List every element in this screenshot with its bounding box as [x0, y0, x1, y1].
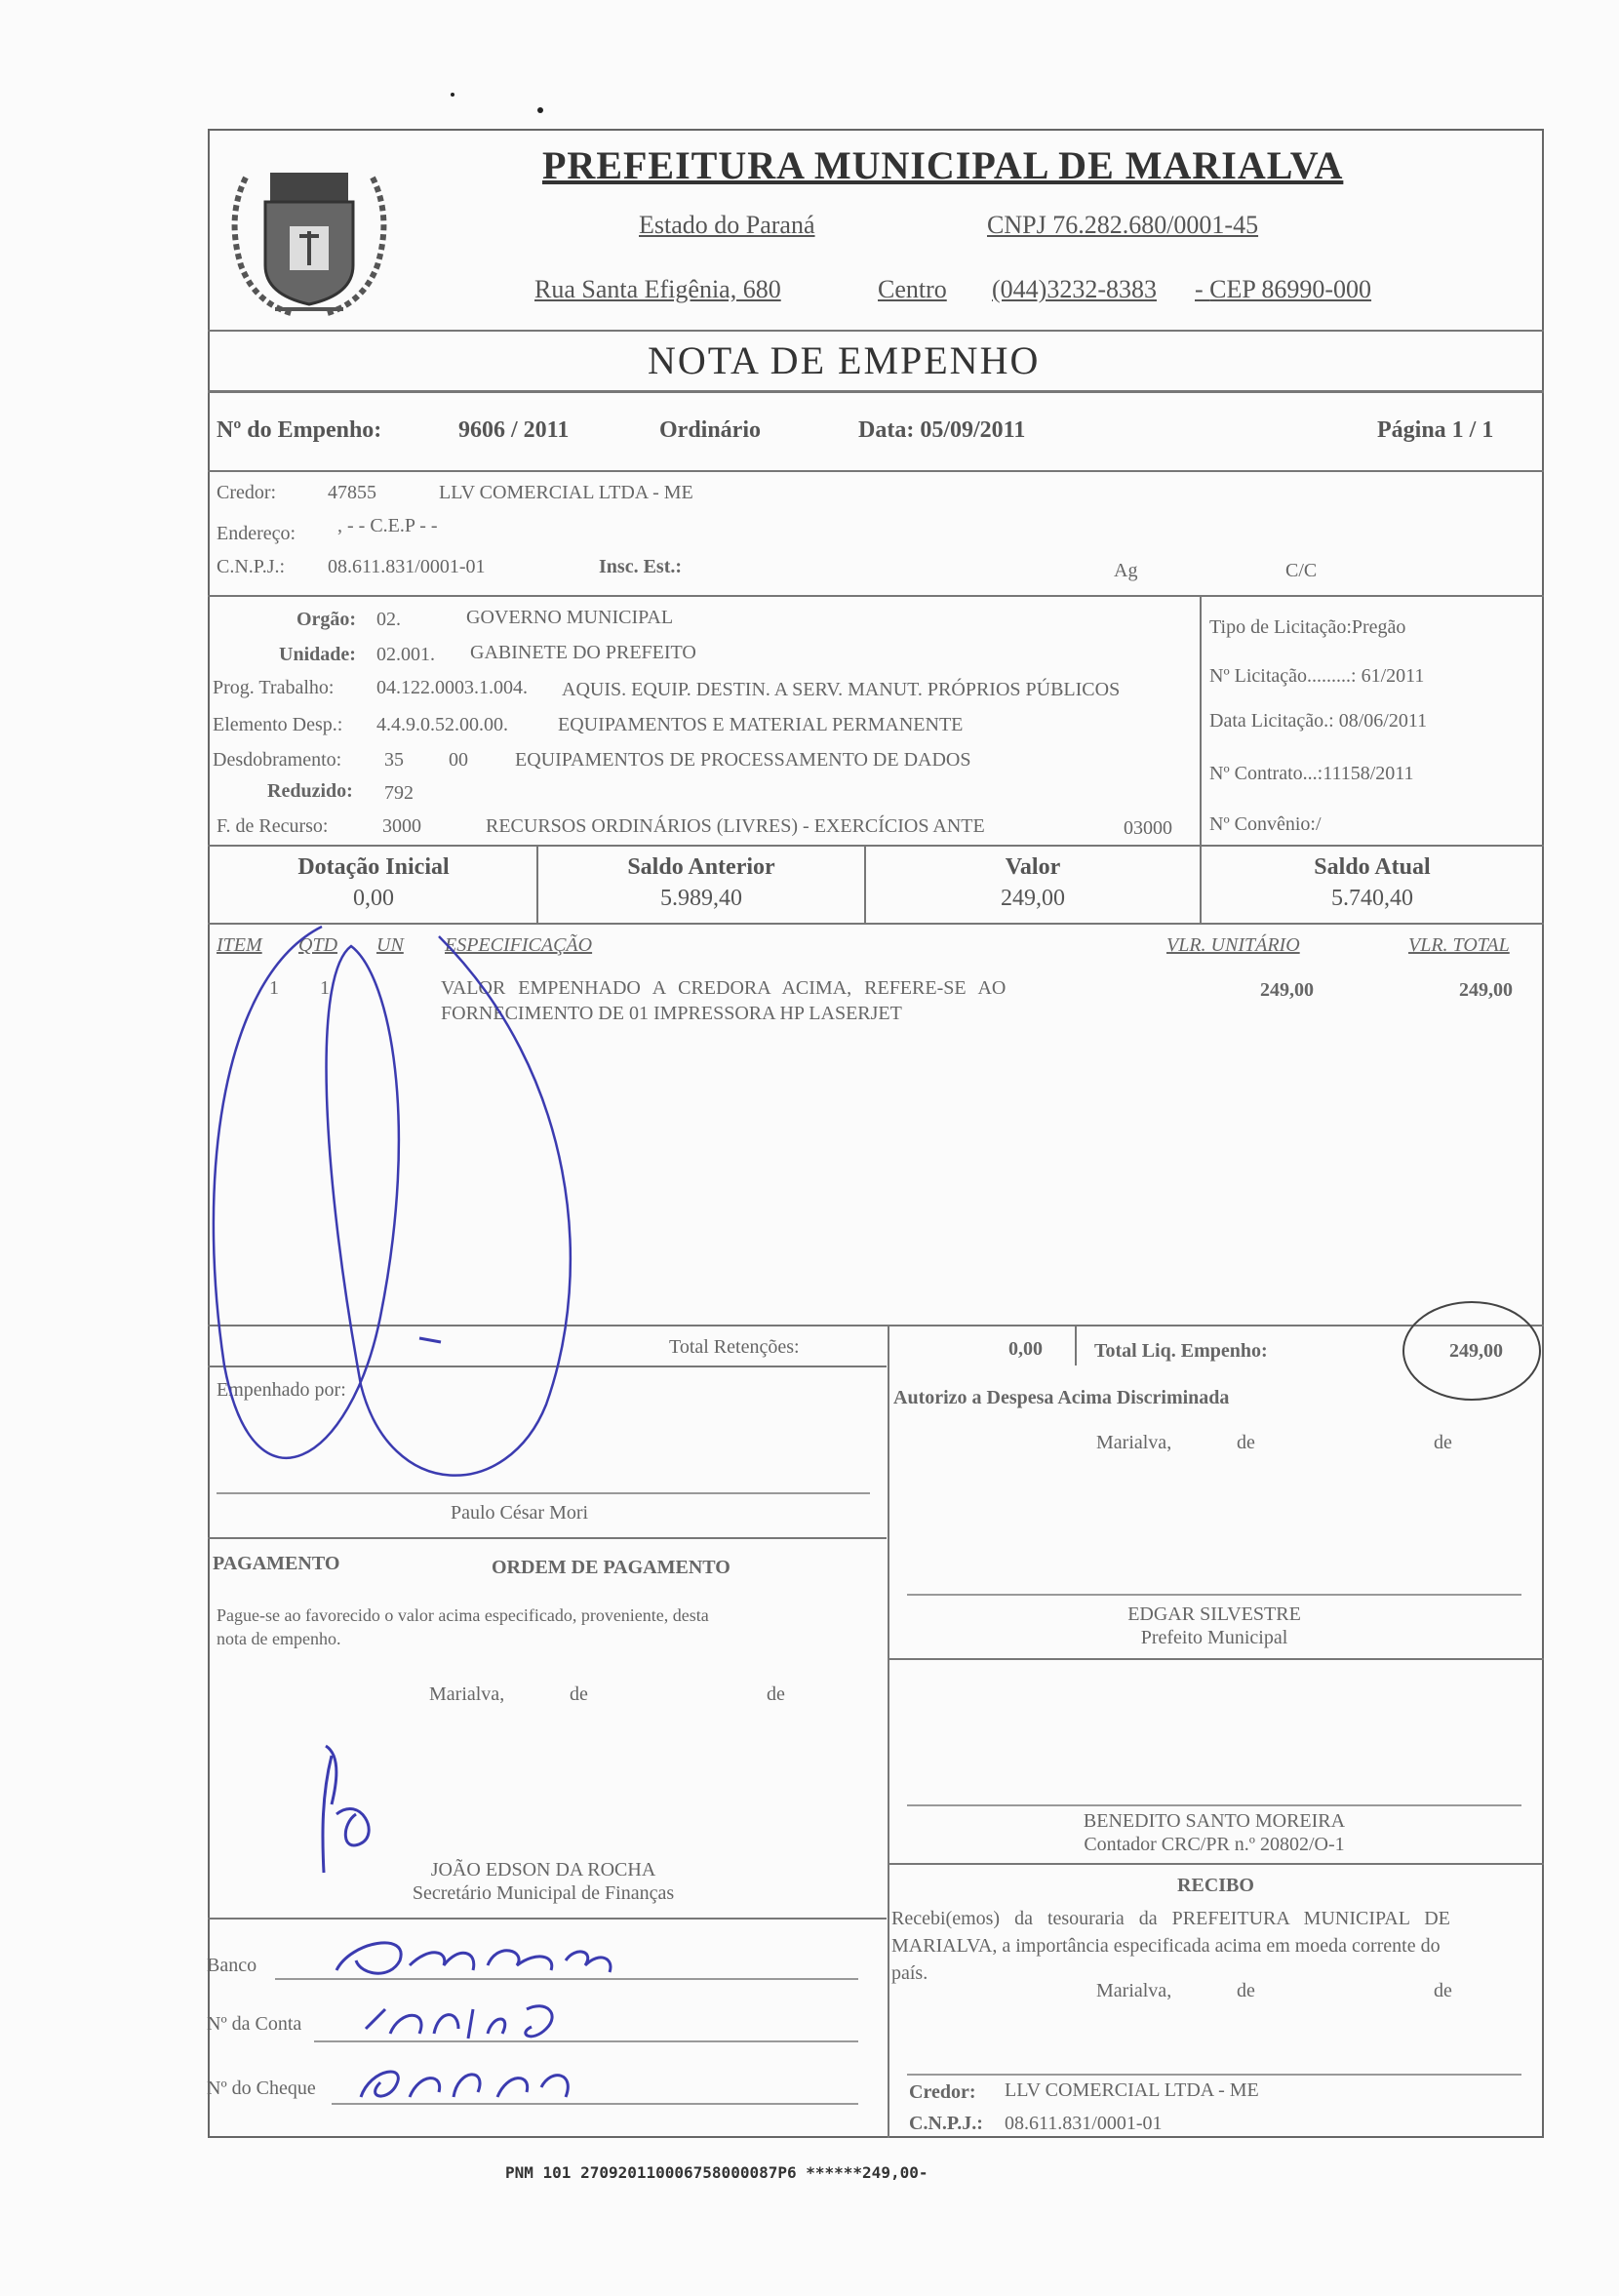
elemento-name: EQUIPAMENTOS E MATERIAL PERMANENTE	[558, 714, 964, 735]
prog-trabalho-name: AQUIS. EQUIP. DESTIN. A SERV. MANUT. PRÓPRIOS PÚBLICOS	[562, 679, 1121, 700]
prog-trabalho-value: 04.122.0003.1.004.	[376, 677, 528, 698]
total-liquido-value: 249,00	[1449, 1340, 1503, 1362]
address-street: Rua Santa Efigênia, 680	[534, 275, 781, 303]
pagamento-text-line2: nota de empenho.	[217, 1629, 341, 1648]
pagamento-city: Marialva,	[429, 1683, 505, 1705]
unidade-name: GABINETE DO PREFEITO	[470, 642, 696, 663]
empenhado-label: Empenhado por:	[217, 1379, 346, 1401]
orgao-name: GOVERNO MUNICIPAL	[466, 607, 674, 628]
numero-convenio: Nº Convênio:/	[1209, 813, 1322, 835]
recibo-cnpj-label: C.N.P.J.:	[909, 2113, 983, 2134]
total-circle-mark	[1403, 1302, 1540, 1400]
total-liquido-label: Total Liq. Empenho:	[1094, 1340, 1268, 1362]
banco-handwriting	[336, 1943, 611, 1973]
saldo-atual-value: 5.740,40	[1331, 886, 1413, 911]
municipality-title: PREFEITURA MUNICIPAL DE MARIALVA	[542, 143, 1344, 187]
autorizo-de1: de	[1237, 1432, 1255, 1453]
pagamento-label: PAGAMENTO	[213, 1553, 340, 1574]
saldo-anterior-value: 5.989,40	[660, 886, 742, 911]
numero-contrato: Nº Contrato...:11158/2011	[1209, 763, 1414, 784]
recibo-de2: de	[1434, 1980, 1452, 2001]
conta-label: Nº da Conta	[207, 2013, 302, 2035]
contador-name: BENEDITO SANTO MOREIRA	[1083, 1810, 1346, 1832]
prog-trabalho-label: Prog. Trabalho:	[213, 677, 335, 698]
recurso-name: RECURSOS ORDINÁRIOS (LIVRES) - EXERCÍCIOS ANTE	[486, 815, 985, 837]
agency-label: Ag	[1114, 560, 1138, 581]
barcode-line: PNM 101 270920110006758000087P6 ******249,00-	[505, 2163, 928, 2182]
col-qtd-header: QTD	[298, 934, 338, 956]
recibo-credor-value: LLV COMERCIAL LTDA - ME	[1005, 2079, 1259, 2101]
recurso-code: 03000	[1124, 817, 1172, 839]
phone-number: (044)3232-8383	[992, 275, 1157, 303]
autorizo-city: Marialva,	[1096, 1432, 1172, 1453]
data-licitacao: Data Licitação.: 08/06/2011	[1209, 710, 1428, 732]
secretario-signature	[323, 1746, 369, 1873]
numero-licitacao: Nº Licitação.........: 61/2011	[1209, 665, 1425, 687]
endereco-value: , - - C.E.P - -	[337, 515, 438, 536]
endereco-label: Endereço:	[217, 523, 296, 544]
recibo-text-line3: país.	[891, 1962, 928, 1984]
col-item-header: ITEM	[217, 934, 262, 956]
empenho-number-label: Nº do Empenho:	[217, 417, 382, 443]
cheque-handwriting	[361, 2072, 568, 2097]
credor-label: Credor:	[217, 482, 277, 503]
saldo-atual-label: Saldo Atual	[1314, 854, 1431, 880]
recibo-credor-label: Credor:	[909, 2081, 976, 2103]
reduzido-label: Reduzido:	[267, 780, 353, 802]
item-desc-line2: FORNECIMENTO DE 01 IMPRESSORA HP LASERJET	[441, 1003, 902, 1024]
recurso-label: F. de Recurso:	[217, 815, 329, 837]
recibo-cnpj-value: 08.611.831/0001-01	[1005, 2113, 1163, 2134]
elemento-value: 4.4.9.0.52.00.00.	[376, 714, 508, 735]
recibo-de1: de	[1237, 1980, 1255, 2001]
total-retencoes-label: Total Retenções:	[669, 1336, 800, 1358]
orgao-label: Orgão:	[296, 609, 357, 630]
tipo-licitacao: Tipo de Licitação:Pregão	[1209, 616, 1406, 638]
prefeito-role: Prefeito Municipal	[1140, 1627, 1288, 1648]
pagamento-de1: de	[570, 1683, 588, 1705]
dotacao-inicial-label: Dotação Inicial	[297, 854, 450, 880]
item-vlr-unitario: 249,00	[1260, 979, 1314, 1001]
secretario-role: Secretário Municipal de Finanças	[412, 1882, 675, 1904]
saldo-anterior-label: Saldo Anterior	[627, 854, 775, 880]
empenho-type: Ordinário	[659, 417, 762, 443]
address-district: Centro	[878, 275, 947, 303]
autorizo-label: Autorizo a Despesa Acima Discriminada	[893, 1387, 1230, 1408]
desdobramento-label: Desdobramento:	[213, 749, 342, 771]
recibo-text-line1: Recebi(emos) da tesouraria da PREFEITURA MUNICIPAL DE	[891, 1908, 1450, 1929]
autorizo-de2: de	[1434, 1432, 1452, 1453]
valor-value: 249,00	[1001, 886, 1065, 911]
pagamento-text-line1: Pague-se ao favorecido o valor acima especificado, proveniente, desta	[217, 1605, 709, 1625]
credor-name: LLV COMERCIAL LTDA - ME	[439, 482, 693, 503]
cheque-label: Nº do Cheque	[207, 2078, 316, 2099]
elemento-label: Elemento Desp.:	[213, 714, 343, 735]
document-title: NOTA DE EMPENHO	[648, 338, 1041, 382]
item-vlr-total: 249,00	[1459, 979, 1513, 1001]
orgao-value: 02.	[376, 609, 401, 630]
empenhado-signer: Paulo César Mori	[451, 1502, 589, 1524]
desdobramento-name: EQUIPAMENTOS DE PROCESSAMENTO DE DADOS	[515, 749, 971, 771]
cep-value: CEP 86990-000	[1209, 275, 1372, 303]
valor-label: Valor	[1005, 854, 1061, 880]
col-vlr-unitario-header: VLR. UNITÁRIO	[1166, 934, 1300, 956]
item-desc-line1: VALOR EMPENHADO A CREDORA ACIMA, REFERE-SE AO	[441, 977, 1007, 999]
municipality-cnpj: CNPJ 76.282.680/0001-45	[987, 211, 1259, 239]
cnpj-value: 08.611.831/0001-01	[328, 556, 486, 577]
item-qtd: 1	[320, 977, 330, 999]
recibo-city: Marialva,	[1096, 1980, 1172, 2001]
cep-code: - CEP 86990-000	[1195, 275, 1372, 303]
total-retencoes-value: 0,00	[1008, 1338, 1043, 1360]
unidade-value: 02.001.	[376, 644, 435, 665]
banco-label: Banco	[207, 1955, 257, 1976]
secretario-name: JOÃO EDSON DA ROCHA	[430, 1859, 656, 1880]
dotacao-inicial-value: 0,00	[353, 886, 394, 911]
unidade-label: Unidade:	[279, 644, 356, 665]
col-especificacao-header: ESPECIFICAÇÃO	[445, 934, 593, 956]
page-indicator: Página 1 / 1	[1377, 417, 1494, 443]
state-label: Estado do Paraná	[639, 211, 815, 239]
col-un-header: UN	[376, 934, 404, 956]
pagamento-de2: de	[767, 1683, 785, 1705]
recibo-label: RECIBO	[1177, 1875, 1254, 1896]
empenho-date: Data: 05/09/2011	[858, 417, 1026, 443]
ordem-pagamento-label: ORDEM DE PAGAMENTO	[492, 1557, 731, 1578]
account-label: C/C	[1285, 560, 1318, 581]
recibo-text-line2: MARIALVA, a importância especificada acima em moeda corrente do	[891, 1935, 1441, 1957]
credor-code: 47855	[328, 482, 376, 503]
contador-role: Contador CRC/PR n.º 20802/O-1	[1084, 1834, 1345, 1855]
empenho-number-value: 9606 / 2011	[458, 417, 570, 443]
conta-handwriting	[366, 2006, 552, 2039]
recurso-value: 3000	[382, 815, 421, 837]
item-number: 1	[269, 977, 279, 999]
insc-est-label: Insc. Est.:	[599, 556, 683, 577]
empenhado-signature	[214, 927, 571, 1476]
col-vlr-total-header: VLR. TOTAL	[1408, 934, 1510, 956]
reduzido-value: 792	[384, 782, 414, 804]
prefeito-name: EDGAR SILVESTRE	[1127, 1603, 1301, 1625]
cnpj-label: C.N.P.J.:	[217, 556, 286, 577]
desdobramento-sub: 00	[449, 749, 468, 771]
desdobramento-value: 35	[384, 749, 404, 771]
